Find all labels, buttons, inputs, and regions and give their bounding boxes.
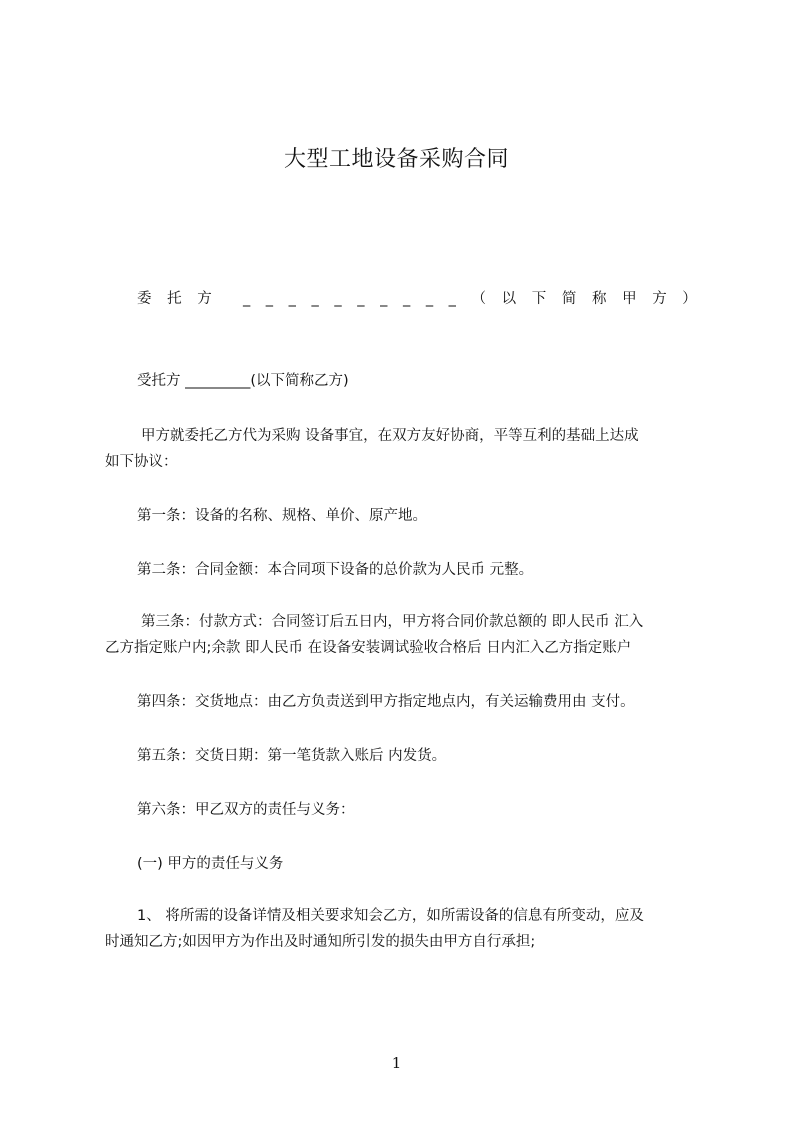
intro-line-2: 如下协议： <box>105 454 178 470</box>
client-line-char: 称 <box>591 291 607 307</box>
article-4: 第四条：交货地点：由乙方负责送到甲方指定地点内，有关运输费用由 支付。 <box>137 694 635 710</box>
client-line-char: _ <box>357 291 365 307</box>
article-2: 第二条：合同金额：本合同项下设备的总价款为人民币 元整。 <box>137 562 534 578</box>
client-line-char: 托 <box>167 291 182 307</box>
client-line-char: _ <box>265 291 274 307</box>
client-line-char: 下 <box>531 291 547 307</box>
client-line-char: _ <box>402 291 411 307</box>
client-line-char: _ <box>448 291 456 307</box>
section-1-heading: (一) 甲方的责任与义务 <box>137 856 284 872</box>
client-line-char: _ <box>425 291 434 307</box>
client-line-char: _ <box>311 291 319 307</box>
client-line-char: _ <box>380 291 388 307</box>
page-number: 1 <box>391 1054 402 1072</box>
item-1-line-2: 时通知乙方;如因甲方为作出及时通知所引发的损失由甲方自行承担; <box>105 934 536 950</box>
client-line-char: 甲 <box>622 291 637 307</box>
client-line-char: 简 <box>561 291 577 307</box>
item-1-line-1: 1、 将所需的设备详情及相关要求知会乙方，如所需设备的信息有所变动，应及 <box>137 908 644 924</box>
article-1: 第一条：设备的名称、规格、单价、原产地。 <box>137 508 427 524</box>
client-line-char: ） <box>682 291 697 307</box>
article-3-line-1: 第三条：付款方式：合同签订后五日内，甲方将合同价款总额的 即人民币 汇入 <box>141 614 644 630</box>
client-line-char: _ <box>334 291 342 307</box>
client-line-char: 以 <box>501 291 517 307</box>
trustee-line: 受托方 _________(以下简称乙方) <box>137 373 349 389</box>
client-line-char: 方 <box>652 291 667 307</box>
intro-line-1: 甲方就委托乙方代为采购 设备事宜，在双方友好协商，平等互利的基础上达成 <box>141 428 639 444</box>
article-6: 第六条：甲乙双方的责任与义务： <box>137 802 355 818</box>
client-line-char: 委 <box>137 291 152 307</box>
document-title: 大型工地设备采购合同 <box>283 147 509 172</box>
article-3-line-2: 乙方指定账户内;余款 即人民币 在设备安装调试验收合格后 日内汇入乙方指定账户 <box>105 640 632 656</box>
client-line-char: _ <box>288 291 296 307</box>
article-5: 第五条：交货日期：第一笔货款入账后 内发货。 <box>137 748 447 764</box>
client-line-char: _ <box>242 291 251 307</box>
client-line-char: （ <box>471 291 487 307</box>
client-line <box>137 284 697 314</box>
client-line-char: 方 <box>197 291 212 307</box>
